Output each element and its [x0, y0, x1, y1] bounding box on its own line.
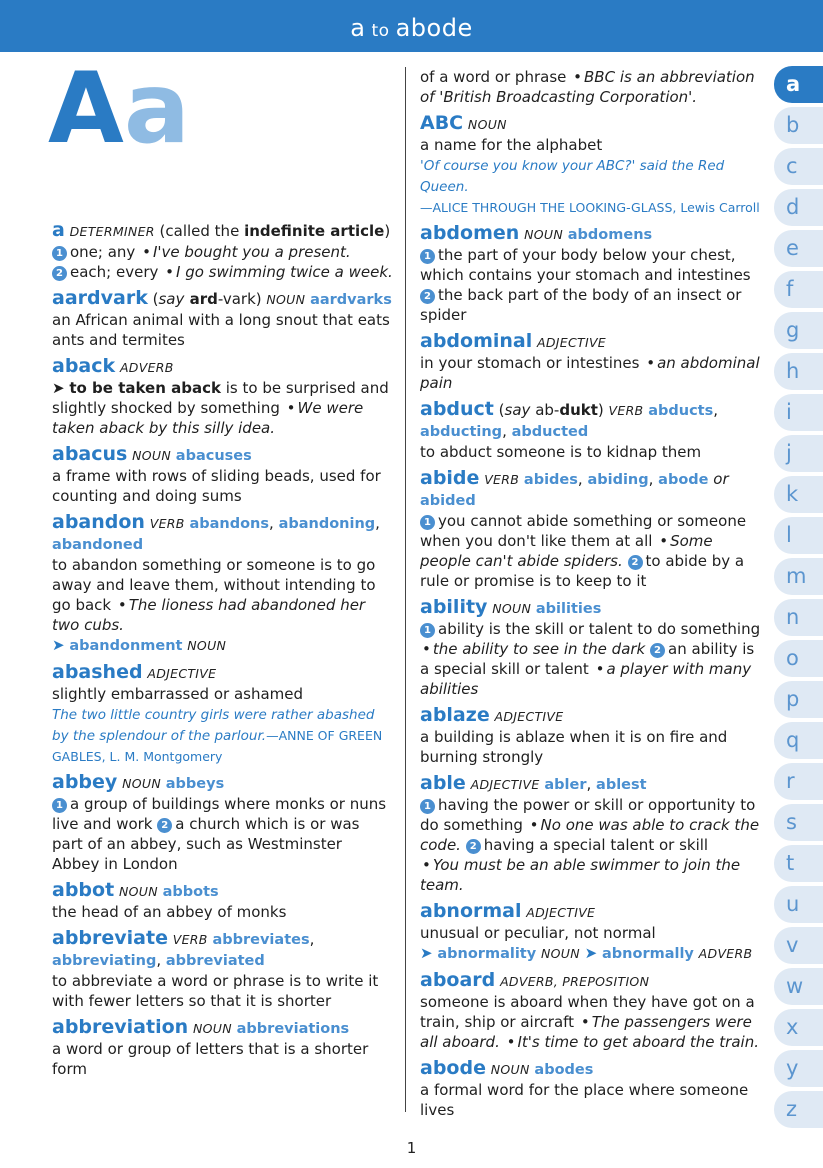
part-of-speech: VERB [608, 403, 644, 418]
quotation: 'Of course you know your ABC?' said the Red Queen. [420, 158, 725, 195]
entry-aboard: aboard ADVERB, PREPOSITION someone is aboard when they have got on a train, ship or aircraft • The passengers were all aboard. • It's time to get aboard the train. [420, 969, 759, 1051]
headword: aboard [420, 969, 496, 991]
headword: ablaze [420, 704, 490, 726]
entry-a: a DETERMINER (called the indefinite article) 1 one; any • I've bought you a present. 2 each; every • I go swimming twice a week. [52, 219, 393, 281]
definition: a group of buildings where monks or nuns live and work [52, 795, 387, 833]
headword: a [52, 219, 65, 241]
sense-number: 1 [420, 799, 435, 814]
definition: an African animal with a long snout that eats ants and termites [52, 311, 390, 349]
definition: is to be surprised and slightly shocked by something [52, 379, 389, 417]
headword: abode [420, 1057, 486, 1079]
part-of-speech: ADVERB [698, 946, 753, 961]
tab-z[interactable]: z [774, 1091, 823, 1128]
definition: of a word or phrase [420, 68, 567, 86]
entry-abacus [52, 444, 394, 506]
definition: a name for the alphabet [420, 136, 603, 154]
tab-i[interactable]: i [774, 394, 823, 431]
entry-aardvark: aardvark (say ard-vark) NOUN aardvarks an African animal with a long snout that eats ants and termites [52, 287, 392, 349]
definition: an ability is a special skill or talent [420, 640, 755, 678]
definition: a formal word for the place where someone lives [420, 1081, 749, 1119]
example: an abdominal pain [420, 354, 760, 392]
inflection: abandons [189, 516, 270, 532]
derivative: abnormality [437, 946, 537, 962]
inflection: abducts [648, 403, 714, 419]
tab-a[interactable]: a [774, 66, 823, 103]
tab-y[interactable]: y [774, 1050, 823, 1087]
headword: abandon [52, 511, 145, 533]
definition: having a special talent or skill [483, 836, 709, 854]
tab-w[interactable]: w [774, 968, 823, 1005]
headword: abbot [52, 879, 115, 901]
definition: having the power or skill or opportunity to do something [420, 796, 756, 834]
quotation-author: , L. M. Montgomery [101, 749, 223, 764]
tab-b[interactable]: b [774, 107, 823, 144]
inflection: abdomens [567, 227, 653, 243]
tab-c[interactable]: c [774, 148, 823, 185]
sense-number: 1 [420, 515, 435, 530]
example: We were taken aback by this silly idea. [52, 399, 364, 437]
part-of-speech: NOUN [266, 292, 306, 307]
tab-j[interactable]: j [774, 435, 823, 472]
definition: a building is ablaze when it is on fire and burning strongly [420, 728, 728, 766]
entry-abdominal: abdominal ADJECTIVE in your stomach or intestines • an abdominal pain [420, 330, 760, 392]
arrow-icon: ➤ [52, 636, 65, 654]
headword: ability [420, 596, 488, 618]
example: You must be an able swimmer to join the team. [420, 856, 741, 894]
inflection: abbeys [165, 776, 225, 792]
entry-abode [420, 1058, 766, 1120]
phrase: to be taken aback [69, 379, 221, 397]
part-of-speech: NOUN [122, 776, 161, 791]
headword: abduct [420, 398, 494, 420]
entry-abduct: abduct (say ab-dukt) VERB abducts, abducting, abducted to abduct someone is to kidnap them [420, 398, 719, 461]
inflection: aardvarks [310, 292, 392, 308]
section-letter-lower: a [123, 52, 190, 166]
definition: to abbreviate a word or phrase is to write it with fewer letters so that it is shorter [52, 972, 379, 1010]
headword: aardvark [52, 287, 148, 309]
guide-word-to: to [371, 21, 390, 41]
entry-ability: ability NOUN abilities 1 ability is the skill or talent to do something • the ability to see in the dark 2 an ability is a special skill or talent • a player with many abilities [420, 596, 761, 698]
inflection: abducted [511, 424, 589, 440]
arrow-icon: ➤ [52, 379, 65, 397]
entry-abbreviation [52, 1017, 394, 1079]
part-of-speech: VERB [172, 932, 208, 947]
sense-number: 1 [420, 623, 435, 638]
example: a player with many abilities [420, 660, 752, 698]
example: Some people can't abide spiders. [420, 532, 713, 570]
tab-n[interactable]: n [774, 599, 823, 636]
quotation: The two little country girls were rather abashed by the splendour of the parlour. [52, 707, 375, 744]
tab-v[interactable]: v [774, 927, 823, 964]
tab-s[interactable]: s [774, 804, 823, 841]
headword: abide [420, 467, 480, 489]
tab-m[interactable]: m [774, 558, 823, 595]
tab-o[interactable]: o [774, 640, 823, 677]
definition: to abandon something or someone is to go away and leave them, without intending to go back [52, 556, 376, 614]
tab-r[interactable]: r [774, 763, 823, 800]
definition: ability is the skill or talent to do something [438, 620, 761, 638]
part-of-speech: ADVERB [119, 360, 174, 375]
example: the ability to see in the dark [432, 640, 646, 658]
definition: the head of an abbey of monks [52, 903, 287, 921]
sense-number: 2 [628, 555, 643, 570]
inflection: abilities [535, 601, 602, 617]
part-of-speech: ADJECTIVE [147, 666, 217, 681]
part-of-speech: NOUN [467, 117, 507, 132]
inflection: abbots [162, 884, 219, 900]
inflection: abided [420, 493, 476, 509]
definition: slightly embarrassed or ashamed [52, 685, 304, 703]
entry-abbreviate: abbreviate VERB abbreviates, abbreviating, abbreviated to abbreviate a word or phrase is to write it with fewer letters so that it is shorter [52, 927, 379, 1010]
definition: one; any [70, 243, 136, 261]
guide-word-first: a [350, 14, 366, 42]
example: The lioness had abandoned her two cubs. [52, 596, 366, 634]
part-of-speech: ADJECTIVE [537, 335, 606, 350]
tab-k[interactable]: k [774, 476, 823, 513]
column-divider [405, 67, 406, 1112]
headword: abbreviation [52, 1016, 189, 1038]
section-letter-upper: A [48, 52, 124, 166]
inflection: abbreviates [212, 932, 310, 948]
example: No one was able to crack the code. [420, 816, 760, 854]
page-number: 1 [406, 1139, 417, 1157]
definition: to abide by a rule or promise is to keep to it [420, 552, 745, 590]
entry-abbot [52, 880, 394, 922]
inflection: abodes [534, 1062, 594, 1078]
entry-abc [420, 113, 766, 217]
part-of-speech: NOUN [492, 601, 532, 616]
inflection: ablest [596, 777, 647, 793]
definition: someone is aboard when they have got on a train, ship or aircraft [420, 993, 755, 1031]
entry-abdomen [420, 223, 766, 325]
headword: abbey [52, 771, 118, 793]
part-of-speech: VERB [149, 516, 185, 531]
tab-u[interactable]: u [774, 886, 823, 923]
part-of-speech: ADVERB, PREPOSITION [500, 974, 650, 989]
entry-abashed [52, 662, 394, 766]
tab-d[interactable]: d [774, 189, 823, 226]
part-of-speech: NOUN [540, 946, 580, 961]
entry-abbreviation-continued: of a word or phrase • BBC is an abbreviation of 'British Broadcasting Corporation'. [420, 68, 755, 106]
part-of-speech: DETERMINER [69, 224, 155, 239]
tab-l[interactable]: l [774, 517, 823, 554]
quotation-source: —ANNE OF GREEN GABLES [52, 728, 383, 764]
inflection: abducting [420, 424, 503, 440]
headword: abdominal [420, 330, 533, 352]
inflection: abides [523, 472, 578, 488]
headword: able [420, 772, 466, 794]
inflection: abiding [587, 472, 649, 488]
definition: the part of your body below your chest, which contains your stomach and intestines [420, 246, 751, 284]
headword: ABC [420, 112, 464, 134]
section-letter [48, 52, 190, 166]
derivative: abnormally [602, 946, 694, 962]
tab-e[interactable]: e [774, 230, 823, 267]
part-of-speech: NOUN [524, 227, 563, 242]
definition: you cannot abide something or someone when you don't like them at all [420, 512, 747, 550]
sense-number: 2 [466, 839, 481, 854]
definition: unusual or peculiar, not normal [420, 924, 656, 942]
definition: each; every [70, 263, 159, 281]
definition: a church which is or was part of an abbey, such as Westminster Abbey in London [52, 815, 360, 873]
entry-able: able ADJECTIVE abler, ablest 1 having the power or skill or opportunity to do something • No one was able to crack the code. 2 having a special talent or skill • You must be an able swimmer to join the team. [420, 772, 760, 894]
page-title [0, 14, 823, 42]
inflection: abode [658, 472, 709, 488]
entry-abbey [52, 772, 394, 874]
arrow-icon: ➤ [584, 944, 598, 962]
part-of-speech: ADJECTIVE [494, 709, 564, 724]
definition: a frame with rows of sliding beads, used for counting and doing sums [52, 467, 381, 505]
definition: to abduct someone is to kidnap them [420, 443, 702, 461]
example: BBC is an abbreviation of 'British Broadcasting Corporation'. [420, 68, 755, 106]
sense-number: 2 [52, 266, 67, 281]
headword: abashed [52, 661, 143, 683]
headword: abnormal [420, 900, 522, 922]
tab-t[interactable]: t [774, 845, 823, 882]
inflection: abacuses [175, 448, 252, 464]
definition: the back part of the body of an insect or spider [420, 286, 742, 324]
inflection: abler [544, 777, 587, 793]
sense-number: 1 [52, 246, 67, 261]
definition: a word or group of letters that is a shorter form [52, 1040, 369, 1078]
guide-word-last: abode [395, 14, 473, 42]
part-of-speech: NOUN [187, 638, 227, 653]
tab-g[interactable]: g [774, 312, 823, 349]
alphabet-tabs [774, 66, 823, 1132]
part-of-speech: VERB [484, 472, 520, 487]
headword: abacus [52, 443, 128, 465]
right-column [420, 67, 766, 1126]
tab-p[interactable]: p [774, 681, 823, 718]
part-of-speech: NOUN [490, 1062, 530, 1077]
entry-ablaze [420, 705, 766, 767]
headword: aback [52, 355, 116, 377]
part-of-speech: NOUN [132, 448, 172, 463]
example: It's time to get aboard the train. [517, 1033, 759, 1051]
arrow-icon: ➤ [420, 944, 433, 962]
sense-number: 2 [157, 818, 172, 833]
inflection: abandoning [278, 516, 376, 532]
example: The passengers were all aboard. [420, 1013, 752, 1051]
part-of-speech: ADJECTIVE [526, 905, 596, 920]
inflection: abbreviated [165, 953, 265, 969]
entry-abide: abide VERB abides, abiding, abode or abided 1 you cannot abide something or someone when you don't like them at all • Some people can't abide spiders. 2 to abide by a rule or promise is to keep to it [420, 467, 747, 590]
quotation-source: —ALICE THROUGH THE LOOKING-GLASS [420, 200, 673, 215]
entry-aback: aback ADVERB ➤ to be taken aback is to be surprised and slightly shocked by something • We were taken aback by this silly idea. [52, 355, 389, 437]
part-of-speech: ADJECTIVE [470, 777, 540, 792]
entry-abandon: abandon VERB abandons, abandoning, abandoned to abandon something or someone is to go away and leave them, without intending to go back • The lioness had abandoned her two cubs. ➤ abandonment NOUN [52, 511, 380, 654]
header-bar [0, 0, 823, 52]
inflection: abbreviations [236, 1021, 350, 1037]
inflection: abandoned [52, 537, 144, 553]
example: I've bought you a present. [152, 243, 351, 261]
quotation-author: , Lewis Carroll [672, 200, 760, 215]
sense-number: 1 [52, 798, 67, 813]
entry-abnormal [420, 901, 766, 964]
tab-f[interactable]: f [774, 271, 823, 308]
derivative: abandonment [69, 638, 183, 654]
left-column [52, 220, 394, 1085]
example: I go swimming twice a week. [176, 263, 393, 281]
sense-number: 2 [420, 289, 435, 304]
part-of-speech: NOUN [192, 1021, 232, 1036]
sense-number: 2 [650, 643, 665, 658]
headword: abbreviate [52, 927, 168, 949]
tab-h[interactable]: h [774, 353, 823, 390]
tab-x[interactable]: x [774, 1009, 823, 1046]
part-of-speech: NOUN [118, 884, 158, 899]
sense-number: 1 [420, 249, 435, 264]
definition: in your stomach or intestines [420, 354, 640, 372]
inflection: abbreviating [52, 953, 157, 969]
tab-q[interactable]: q [774, 722, 823, 759]
headword: abdomen [420, 222, 520, 244]
